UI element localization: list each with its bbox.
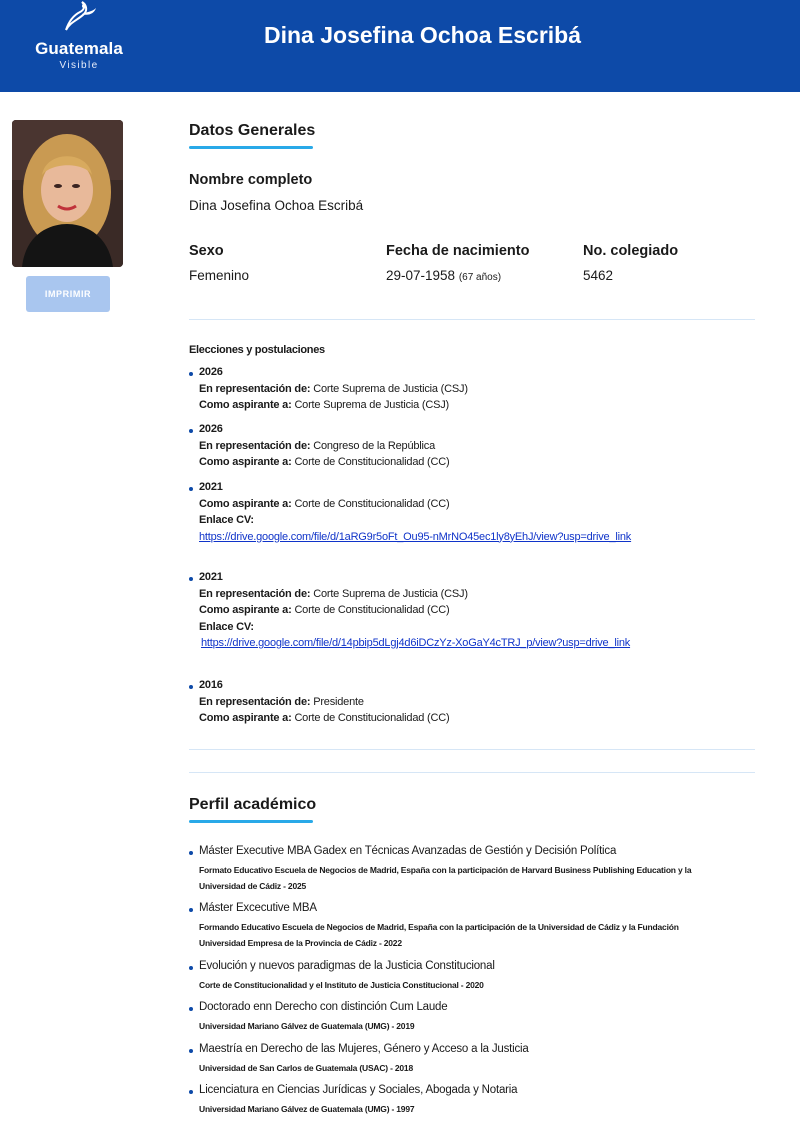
election-item (189, 423, 755, 473)
cv-label: Enlace CV: (199, 514, 254, 526)
asp-label: Como aspirante a: (199, 399, 292, 411)
academic-title: Licenciatura en Ciencias Jurídicas y Sociales, Abogada y Notaria (199, 1084, 518, 1096)
academic-detail: Universidad Mariano Gálvez de Guatemala (UMG) - 1997 (199, 1104, 415, 1114)
election-cv-link-row (189, 531, 755, 548)
election-rep-row (189, 440, 755, 457)
portrait-image (12, 120, 123, 267)
asp-label: Como aspirante a: (199, 497, 292, 510)
academic-title: Máster Excecutive MBA (199, 902, 317, 914)
asp-value: Corte de Constitucionalidad (CC) (294, 456, 450, 468)
asp-value: Corte de Constitucionalidad (CC) (294, 604, 450, 616)
bullet-icon (189, 1090, 193, 1094)
bullet-icon (189, 372, 193, 376)
academic-detail: Universidad de Cádiz - 2025 (199, 881, 307, 891)
rep-value: Congreso de la República (313, 439, 435, 452)
rep-value: Corte Suprema de Justicia (CSJ) (313, 382, 468, 395)
colegiado-label: No. colegiado (583, 243, 679, 259)
election-item (189, 481, 755, 547)
rep-label: En representación de: (199, 382, 311, 395)
academic-title-row (189, 960, 755, 977)
section-underline (189, 820, 313, 823)
election-rep-row (189, 696, 755, 713)
election-year-row (189, 679, 755, 696)
cv-label: Enlace CV: (199, 620, 254, 633)
academic-title-row (189, 902, 755, 919)
rep-label: En representación de: (199, 439, 311, 452)
nombre-value: Dina Josefina Ochoa Escribá (189, 198, 364, 213)
rep-value: Presidente (313, 695, 364, 708)
academic-item (189, 902, 755, 951)
election-item (189, 366, 755, 416)
academic-item (189, 845, 755, 894)
bullet-icon (189, 1007, 193, 1011)
section-title-perfil-academico: Perfil académico (189, 796, 317, 813)
nacimiento-value (386, 268, 501, 283)
birth-date: 29-07-1958 (386, 268, 456, 283)
rep-label: En representación de: (199, 587, 311, 600)
divider (189, 749, 755, 750)
dove-icon (56, 0, 100, 36)
academic-item (189, 1001, 755, 1034)
election-year-row (189, 481, 755, 498)
election-year-row (189, 366, 755, 383)
profile-photo (12, 120, 123, 267)
divider (189, 772, 755, 773)
academic-detail: Universidad Mariano Gálvez de Guatemala (UMG) - 2019 (199, 1021, 415, 1031)
asp-label: Como aspirante a: (199, 712, 292, 724)
academic-item (189, 1043, 755, 1076)
colegiado-value: 5462 (583, 268, 614, 283)
election-asp-row (189, 604, 755, 621)
bullet-icon (189, 429, 193, 433)
academic-title: Maestría en Derecho de las Mujeres, Género y Acceso a la Justicia (199, 1043, 529, 1055)
election-year: 2021 (199, 571, 223, 583)
election-cv-row (189, 514, 755, 531)
bullet-icon (189, 908, 193, 912)
election-item (189, 679, 755, 729)
nombre-label: Nombre completo (189, 172, 313, 188)
logo-subtitle: Visible (59, 60, 99, 71)
asp-value: Corte de Constitucionalidad (CC) (294, 497, 450, 510)
print-button[interactable]: IMPRIMIR (26, 276, 110, 312)
academic-title-row (189, 1001, 755, 1018)
nacimiento-label: Fecha de nacimiento (386, 243, 530, 259)
election-year-row (189, 423, 755, 440)
election-rep-row (189, 588, 755, 605)
asp-value: Corte Suprema de Justicia (CSJ) (294, 399, 450, 411)
asp-value: Corte de Constitucionalidad (CC) (294, 712, 450, 724)
academic-title: Evolución y nuevos paradigmas de la Justicia Constitucional (199, 960, 495, 972)
election-asp-row (189, 399, 755, 416)
age-value: (67 años) (458, 272, 502, 283)
election-year: 2021 (199, 481, 223, 493)
academic-title-row (189, 845, 755, 862)
academic-title: Máster Executive MBA Gadex en Técnicas Avanzadas de Gestión y Decisión Política (199, 845, 617, 857)
academic-detail: Corte de Constitucionalidad y el Instituto de Justicia Constitucional - 2020 (199, 980, 484, 990)
academic-detail: Formato Educativo Escuela de Negocios de Madrid, España con la participación de Harvard Business Publishing Education y la (199, 865, 692, 875)
election-cv-link-row (189, 637, 755, 654)
election-item (189, 571, 755, 654)
divider (189, 319, 755, 320)
site-header (0, 0, 800, 92)
section-underline (189, 146, 313, 149)
bullet-icon (189, 966, 193, 970)
election-year: 2026 (199, 366, 223, 378)
elecciones-heading: Elecciones y postulaciones (189, 344, 325, 356)
bullet-icon (189, 851, 193, 855)
section-title-datos-generales: Datos Generales (189, 122, 316, 139)
rep-value: Corte Suprema de Justicia (CSJ) (313, 587, 468, 600)
cv-link[interactable]: https://drive.google.com/file/d/1aRG9r5oFt_Ou95-nMrNO45ec1ly8yEhJ/view?usp=drive_link (199, 530, 632, 543)
academic-item (189, 960, 755, 993)
bullet-icon (189, 577, 193, 581)
academic-detail: Universidad de San Carlos de Guatemala (USAC) - 2018 (199, 1063, 413, 1073)
academic-title: Doctorado enn Derecho con distinción Cum Laude (199, 1001, 448, 1013)
rep-label: En representación de: (199, 695, 311, 708)
sexo-value: Femenino (189, 268, 250, 283)
academic-item (189, 1084, 755, 1117)
bullet-icon (189, 1049, 193, 1053)
cv-link[interactable]: https://drive.google.com/file/d/14pbip5dLgj4d6iDCzYz-XoGaY4cTRJ_p/view?usp=drive_link (201, 637, 631, 649)
asp-label: Como aspirante a: (199, 604, 292, 616)
election-year-row (189, 571, 755, 588)
bullet-icon (189, 685, 193, 689)
election-asp-row (189, 456, 755, 473)
academic-detail: Universidad Empresa de la Provincia de Cádiz - 2022 (199, 938, 402, 948)
page-title: Dina Josefina Ochoa Escribá (264, 22, 582, 48)
election-asp-row (189, 712, 755, 729)
guatemala-visible-logo[interactable] (28, 0, 130, 80)
election-year: 2016 (199, 679, 223, 691)
asp-label: Como aspirante a: (199, 456, 292, 468)
academic-title-row (189, 1043, 755, 1060)
academic-title-row (189, 1084, 755, 1101)
sexo-label: Sexo (189, 243, 224, 259)
election-cv-row (189, 621, 755, 638)
logo-name: Guatemala (35, 39, 123, 58)
election-year: 2026 (199, 423, 223, 435)
bullet-icon (189, 487, 193, 491)
academic-detail: Formando Educativo Escuela de Negocios de Madrid, España con la participación de la Universidad de Cádiz y la Fundación (199, 922, 679, 932)
election-rep-row (189, 383, 755, 400)
election-asp-row (189, 498, 755, 515)
